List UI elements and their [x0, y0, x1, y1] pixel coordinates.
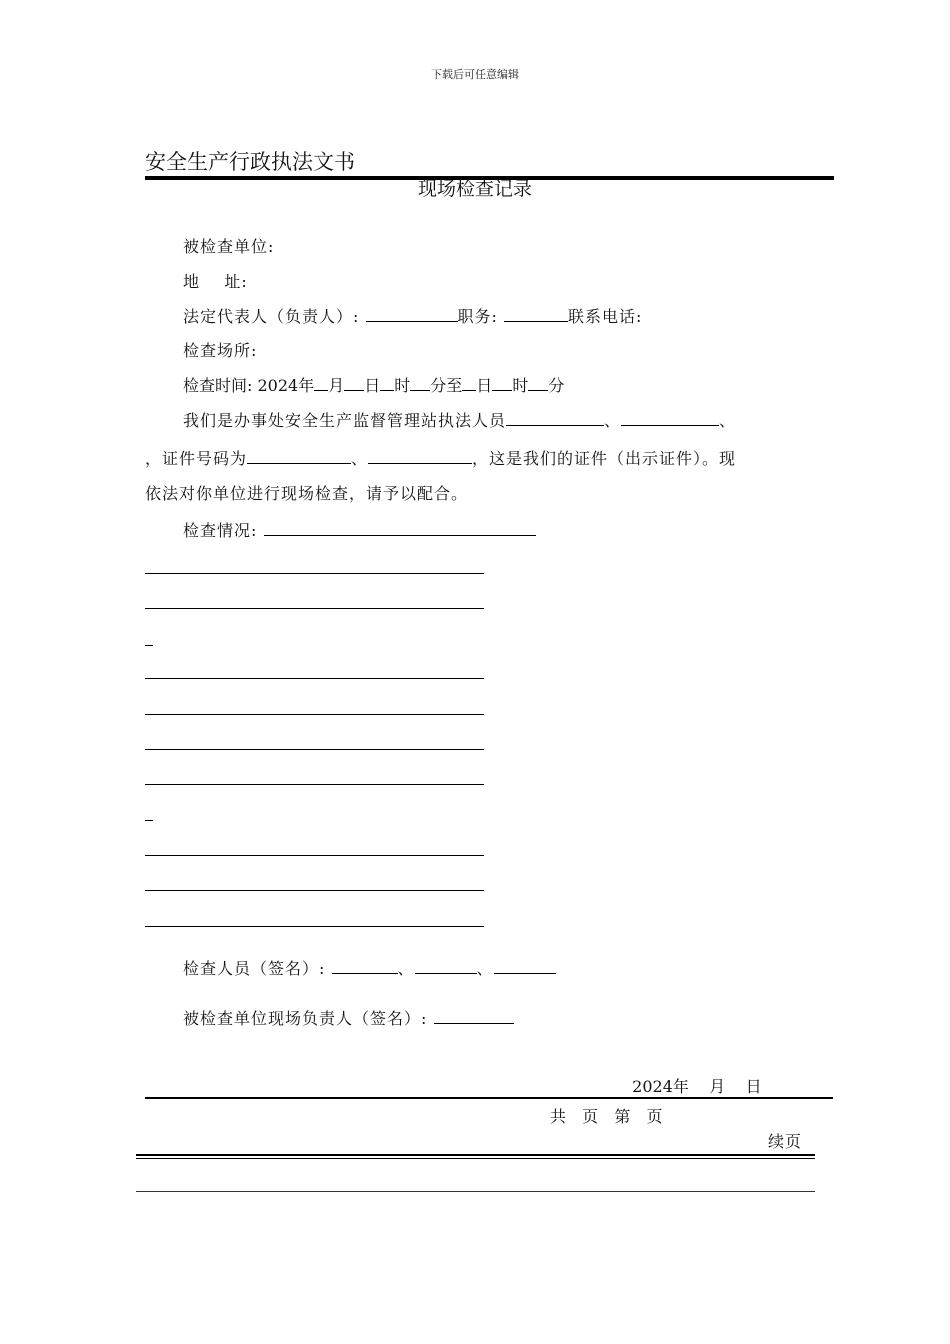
situation-dash	[145, 820, 153, 821]
hour2-unit: 时	[512, 376, 529, 395]
separator-2: 、	[719, 411, 737, 430]
situation-row	[183, 520, 536, 541]
continuation-rule-thick	[136, 1154, 815, 1156]
signature-date-rest: 年 月 日	[672, 1077, 762, 1096]
site-manager-signature-label: 被检查单位现场负责人（签名）:	[183, 1009, 428, 1028]
day2-unit: 日	[476, 376, 493, 395]
hour2-blank[interactable]	[492, 375, 512, 391]
id2-blank[interactable]	[368, 448, 472, 464]
document-title: 现场检查记录	[417, 178, 532, 200]
separator-5: 、	[476, 959, 494, 978]
statement-text-1: 我们是办事处安全生产监督管理站执法人员	[183, 411, 507, 430]
statement-line-2	[145, 448, 736, 469]
day2-blank[interactable]	[462, 375, 476, 391]
situation-label: 检查情况:	[183, 521, 258, 540]
time-year: 2024	[257, 376, 299, 395]
officer2-blank[interactable]	[621, 410, 719, 426]
situation-line[interactable]	[145, 573, 484, 574]
separator-1: 、	[604, 411, 622, 430]
legal-rep-blank[interactable]	[366, 306, 458, 322]
legal-rep-label: 法定代表人（负责人）:	[183, 307, 360, 326]
statement-text-2a: ，证件号码为	[145, 449, 248, 468]
statement-line-1	[183, 410, 736, 431]
separator-4: 、	[397, 959, 415, 978]
situation-line[interactable]	[145, 855, 484, 856]
minute-blank[interactable]	[410, 375, 430, 391]
inspector3-signature[interactable]	[494, 958, 556, 974]
minute2-unit: 分	[548, 376, 565, 395]
position-blank[interactable]	[504, 306, 568, 322]
position-label: 职务:	[457, 307, 498, 326]
hour-blank[interactable]	[380, 375, 394, 391]
situation-line[interactable]	[145, 714, 484, 715]
continuation-label: 续页	[768, 1132, 803, 1151]
day-unit: 日	[364, 376, 381, 395]
hour-unit: 时	[394, 376, 411, 395]
situation-line[interactable]	[145, 926, 484, 927]
document-series-title: 安全生产行政执法文书	[145, 150, 355, 174]
statement-text-2b: ，这是我们的证件（出示证件）。现	[472, 449, 737, 468]
signature-date	[622, 1057, 762, 1097]
month-blank[interactable]	[314, 375, 328, 391]
inspectors-signature-row	[183, 958, 556, 979]
footer-rule	[145, 1097, 833, 1099]
legal-rep-row	[183, 306, 642, 327]
separator-3: 、	[351, 449, 369, 468]
inspectors-signature-label: 检查人员（签名）:	[183, 959, 326, 978]
inspected-unit-label: 被检查单位:	[183, 237, 275, 256]
continuation-rule-thin	[136, 1158, 815, 1159]
inspector1-signature[interactable]	[332, 958, 398, 974]
id1-blank[interactable]	[247, 448, 351, 464]
officer1-blank[interactable]	[506, 410, 604, 426]
situation-first-blank[interactable]	[264, 520, 536, 536]
situation-line[interactable]	[145, 749, 484, 750]
continuation-line[interactable]	[136, 1191, 815, 1192]
statement-line-3: 依法对你单位进行现场检查，请予以配合。	[145, 484, 469, 503]
signature-date-year: 2024	[632, 1077, 673, 1096]
site-manager-signature[interactable]	[434, 1008, 514, 1024]
day-blank[interactable]	[344, 375, 364, 391]
header-note: 下载后可任意编辑	[431, 68, 519, 81]
address-label: 地 址:	[183, 272, 248, 291]
situation-line[interactable]	[145, 678, 484, 679]
phone-label: 联系电话:	[568, 307, 643, 326]
situation-line[interactable]	[145, 608, 484, 609]
situation-line[interactable]	[145, 890, 484, 891]
page-count: 共 页 第 页	[550, 1107, 665, 1126]
inspector2-signature[interactable]	[415, 958, 477, 974]
inspection-time-row	[183, 375, 564, 396]
site-manager-signature-row	[183, 1008, 514, 1029]
minute2-blank[interactable]	[528, 375, 548, 391]
month-unit: 月	[328, 376, 345, 395]
year-unit: 年	[298, 376, 315, 395]
situation-line[interactable]	[145, 784, 484, 785]
time-label: 检查时间:	[183, 376, 253, 395]
inspection-site-label: 检查场所:	[183, 341, 258, 360]
minute-to-unit: 分至	[430, 376, 463, 395]
situation-dash	[145, 645, 153, 646]
